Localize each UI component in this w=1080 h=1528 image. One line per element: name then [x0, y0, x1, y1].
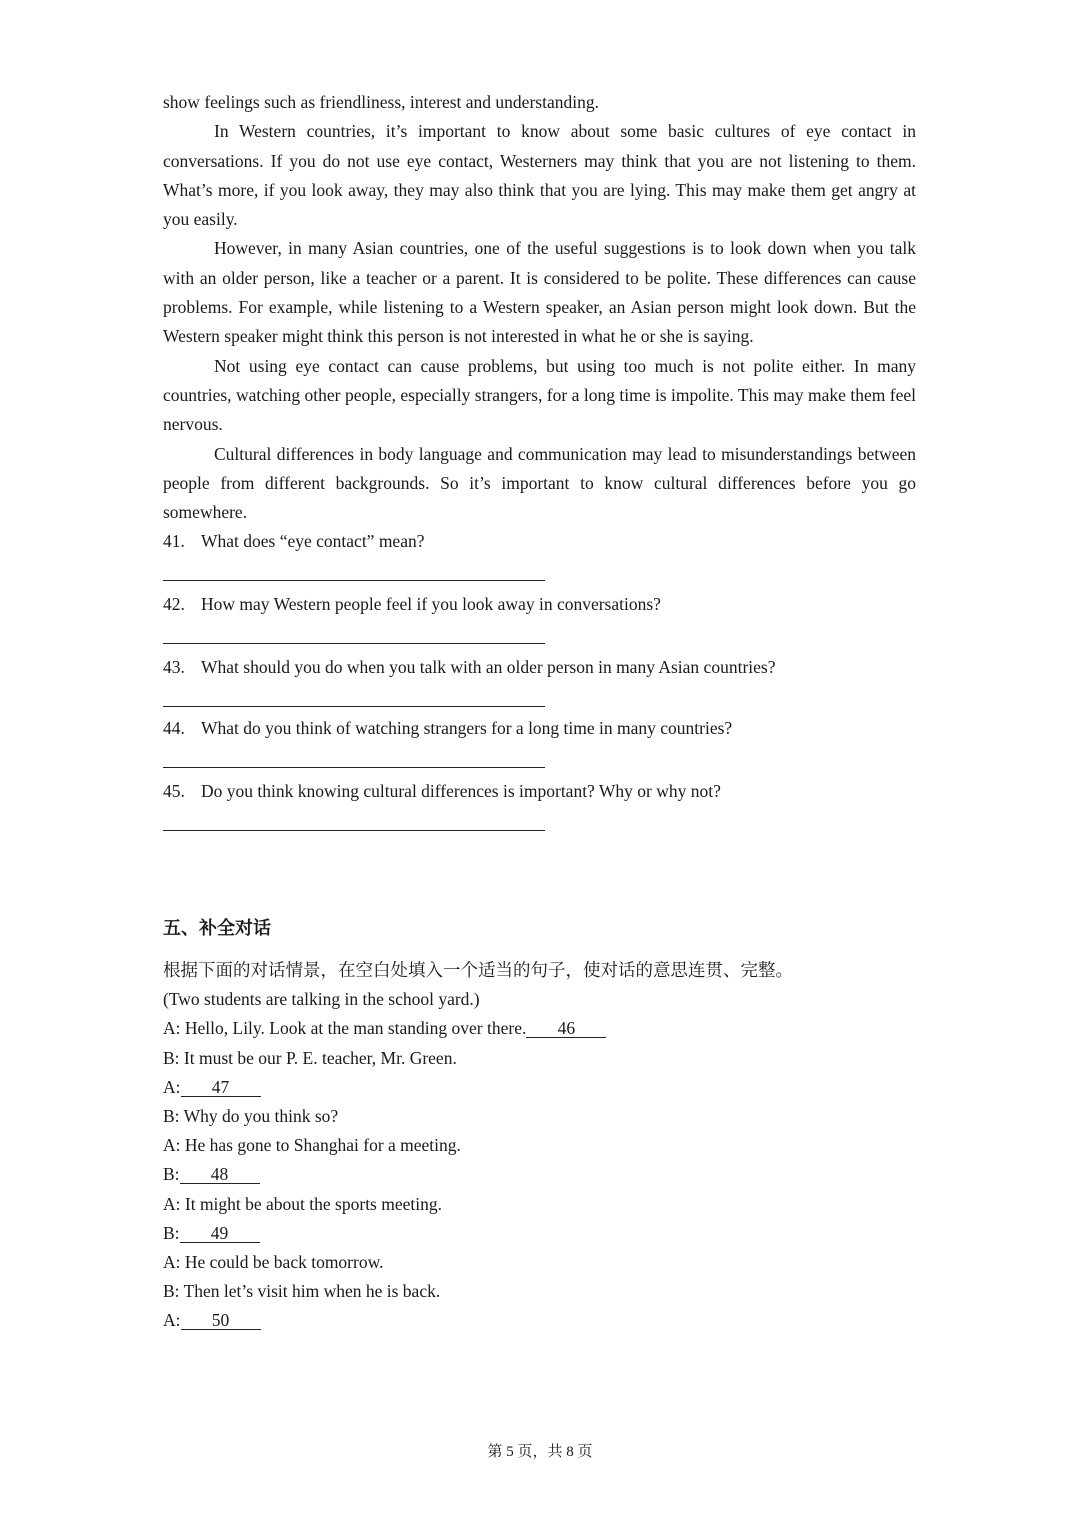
blank-49[interactable]: 49 — [180, 1224, 260, 1243]
question-number: 42. — [163, 594, 185, 614]
instruction: 根据下面的对话情景，在空白处填入一个适当的句子，使对话的意思连贯、完整。 — [163, 960, 793, 980]
passage-paragraph: show feelings such as friendliness, interest and understanding. — [163, 92, 599, 112]
question-text: How may Western people feel if you look away in conversations? — [201, 594, 661, 614]
question-number: 44. — [163, 718, 185, 738]
passage-paragraph: Cultural differences in body language and communication may lead to misunderstandings between people from different backgrounds. So it’s important to know cultural differences before you go somewhere. — [163, 443, 916, 523]
dialog-line: B: Then let’s visit him when he is back. — [163, 1281, 441, 1302]
context: (Two students are talking in the school yard.) — [163, 989, 480, 1010]
answer-line-42[interactable] — [163, 643, 545, 644]
passage-paragraph: However, in many Asian countries, one of the useful suggestions is to look down when you talk with an older person, like a teacher or a parent. It is considered to be polite. These differences can cause problems. For example, while listening to a Western speaker, an Asian person might look down. But the Western speaker might think this person is not interested in what he or she is saying. — [163, 238, 916, 347]
dialog-line: A: He could be back tomorrow. — [163, 1252, 384, 1273]
blank-46[interactable]: 46 — [526, 1019, 606, 1038]
passage-paragraph: In Western countries, it’s important to know about some basic cultures of eye contact in conversations. If you do not use eye contact, Westerners may think that you are not listening to them. What’s more, if you look away, they may also think that you are lying. This may make them get angry at you easily. — [163, 121, 916, 230]
answer-line-45[interactable] — [163, 830, 545, 831]
question-42 — [163, 593, 916, 615]
dialog-line: A: 50 — [163, 1306, 916, 1335]
dialog — [163, 956, 916, 1336]
answer-line-43[interactable] — [163, 706, 545, 707]
passage-paragraph: Not using eye contact can cause problems, but using too much is not polite either. In many countries, watching other people, especially strangers, for a long time is impolite. This may make them feel nervous. — [163, 355, 916, 435]
dialog-line: B: Why do you think so? — [163, 1106, 339, 1127]
question-text: What do you think of watching strangers for a long time in many countries? — [201, 718, 733, 738]
dialog-line: A: It might be about the sports meeting. — [163, 1193, 442, 1214]
question-text: Do you think knowing cultural differences is important? Why or why not? — [201, 781, 721, 801]
answer-line-41[interactable] — [163, 580, 545, 581]
question-text: What should you do when you talk with an older person in many Asian countries? — [201, 657, 776, 677]
question-45 — [163, 780, 916, 802]
page-footer: 第 5 页，共 8 页 — [487, 1444, 593, 1460]
section-heading: 五、补全对话 — [163, 918, 271, 939]
question-text: What does “eye contact” mean? — [201, 531, 425, 551]
dialog-line: A: 47 — [163, 1073, 916, 1102]
dialog-line: B: 48 — [163, 1160, 916, 1189]
question-number: 45. — [163, 781, 185, 801]
blank-50[interactable]: 50 — [181, 1311, 261, 1330]
dialog-line: B: It must be our P. E. teacher, Mr. Green. — [163, 1047, 457, 1068]
question-41 — [163, 530, 916, 552]
dialog-line: A: Hello, Lily. Look at the man standing over there. 46 — [163, 1014, 916, 1043]
question-number: 41. — [163, 531, 185, 551]
reading-passage — [163, 88, 916, 527]
question-number: 43. — [163, 657, 185, 677]
blank-47[interactable]: 47 — [181, 1078, 261, 1097]
blank-48[interactable]: 48 — [180, 1165, 260, 1184]
dialog-line: A: He has gone to Shanghai for a meeting. — [163, 1135, 461, 1156]
dialog-line: B: 49 — [163, 1219, 916, 1248]
answer-line-44[interactable] — [163, 767, 545, 768]
question-44 — [163, 717, 916, 739]
question-43 — [163, 656, 916, 678]
